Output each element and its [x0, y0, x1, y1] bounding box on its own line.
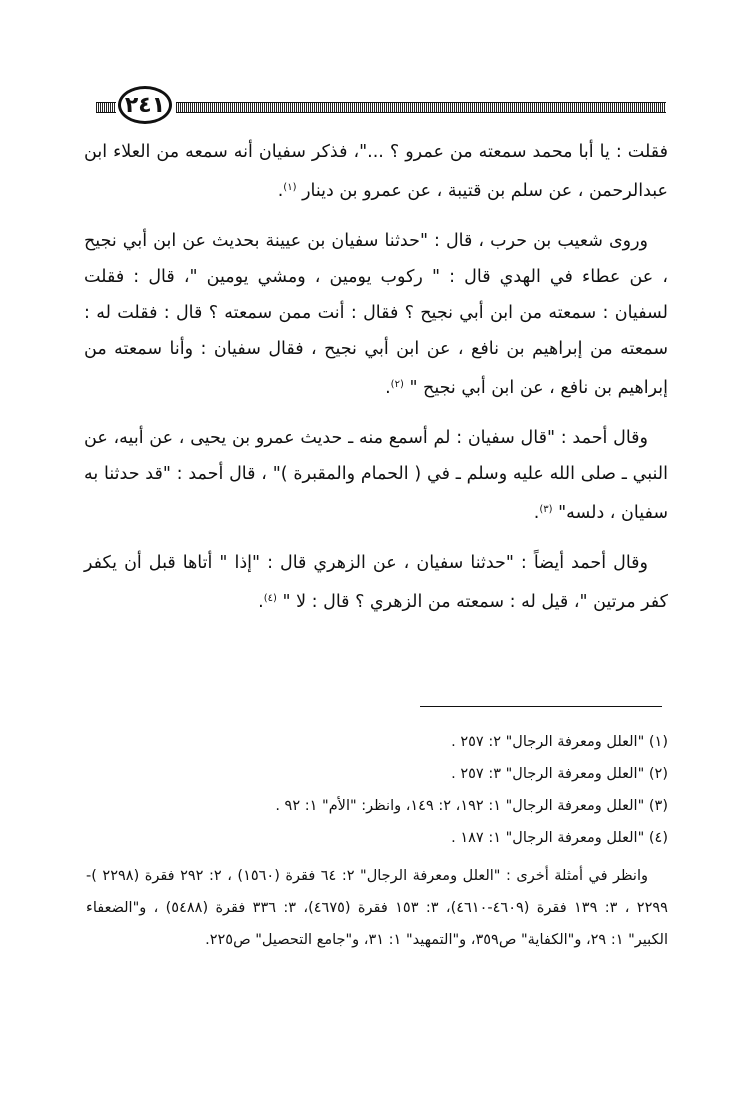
footnote-extra: وانظر في أمثلة أخرى : "العلل ومعرفة الرجال" ٢: ٦٤ فقرة (١٥٦٠) ، ٢: ٢٩٢ فقرة (٢٢٩٨ )- ٢٢٩٩ ، ٣: ١٣٩ فقرة (٤٦٠٩-٤٦١٠)، ٣: ١٥٣ فقرة (٤٦٧٥)، ٣: ٣٣٦ فقرة (٥٤٨٨) ، و"الضعفاء الكبير" ١: ٢٩، و"الكفاية" ص٣٥٩، و"التمهيد" ١: ٣١، و"جامع التحصيل" ص٢٢٥.: [86, 868, 668, 948]
main-text: [84, 134, 668, 634]
footnote-1: (١) "العلل ومعرفة الرجال" ٢: ٢٥٧ .: [451, 734, 668, 750]
header-rule-right: [176, 102, 666, 113]
footnote-4: (٤) "العلل ومعرفة الرجال" ١: ١٨٧ .: [451, 830, 668, 846]
footnote-ref-4: (٤): [263, 593, 277, 604]
paragraph-2: وروى شعيب بن حرب ، قال : "حدثنا سفيان بن عيينة بحديث عن ابن أبي نجيح ، عن عطاء في الهدي قال : " ركوب يومين ، ومشي يومين "، قال : فقلت لسفيان : سمعته من ابن أبي نجيح ؟ فقال : أنت ممن سمعته ؟ قال : فقلت له : سمعته من إبراهيم بن نافع ، عن ابن أبي نجيح ، فقال سفيان : وأنا سمعته من إبراهيم بن نافع ، عن ابن أبي نجيح " $^{(٢)}$.: [84, 231, 668, 398]
footnote-2: (٢) "العلل ومعرفة الرجال" ٣: ٢٥٧ .: [451, 766, 668, 782]
paragraph-1: فقلت : يا أبا محمد سمعته من عمرو ؟ ..."، فذكر سفيان أنه سمعه من العلاء ابن عبدالرحمن ، عن سلم بن قتيبة ، عن عمرو بن دينار $^{(١)}$.: [84, 142, 668, 201]
footnotes: [86, 726, 668, 956]
footnote-ref-3: (٣): [539, 504, 553, 515]
page-number: ٢٤١: [124, 92, 166, 118]
paragraph-3: وقال أحمد : "قال سفيان : لم أسمع منه ـ حديث عمرو بن يحيى ، عن أبيه، عن النبي ـ صلى الله عليه وسلم ـ في ( الحمام والمقبرة )" ، قال أحمد : "قد حدثنا به سفيان ، دلسه" $^{(٣)}$.: [84, 428, 668, 523]
paragraph-4: وقال أحمد أيضاً : "حدثنا سفيان ، عن الزهري قال : "إذا " أتاها قبل أن يكفر كفر مرتين "، قيل له : سمعته من الزهري ؟ قال : لا " $^{(٤)}$.: [84, 553, 668, 612]
footnote-separator: [420, 706, 662, 707]
footnote-ref-1: (١): [283, 182, 297, 193]
footnote-3: (٣) "العلل ومعرفة الرجال" ١: ١٩٢، ٢: ١٤٩، وانظر: "الأم" ١: ٩٢ .: [275, 798, 668, 814]
header-rule-left: [96, 102, 116, 113]
page-header: [96, 86, 666, 126]
footnote-ref-2: (٢): [390, 379, 404, 390]
page-number-badge: [118, 86, 172, 124]
